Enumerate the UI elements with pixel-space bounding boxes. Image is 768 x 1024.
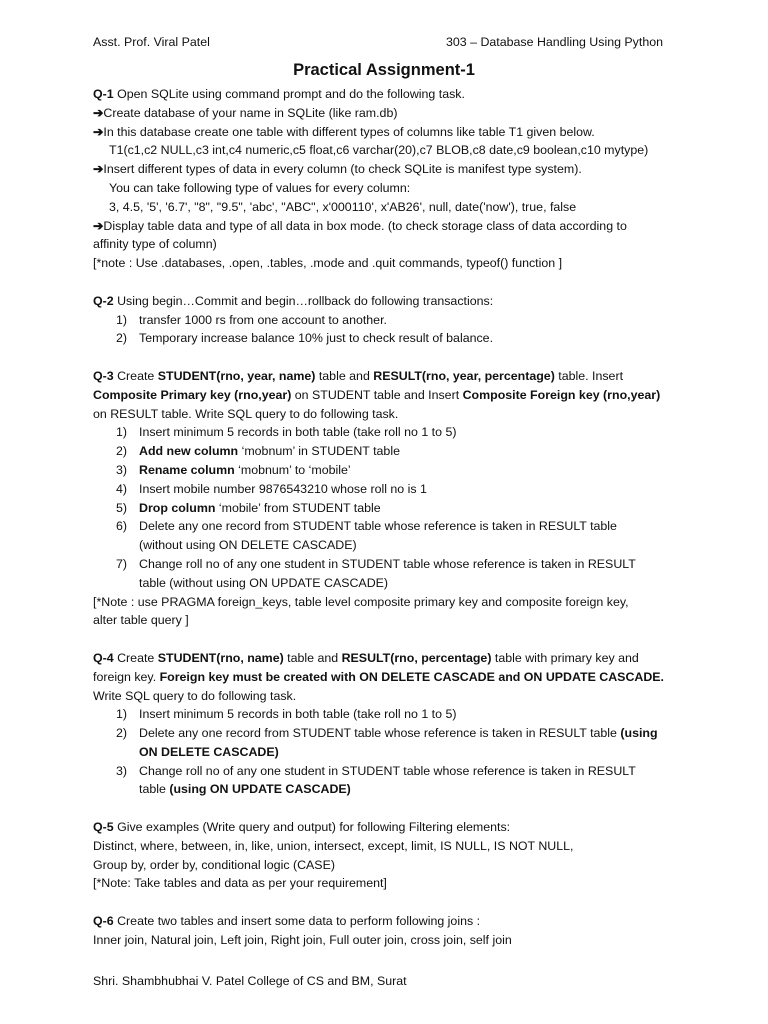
q2-label: Q-2 xyxy=(93,293,114,308)
q1-line-6: 3, 4.5, '5', '6.7', "8", "9.5", 'abc', "ABC", x'000110', x'AB26', null, date('now'), true, false xyxy=(109,199,577,214)
list-item: 2) Add new column ‘mobnum’ in STUDENT table xyxy=(116,444,400,459)
q5-label: Q-5 xyxy=(93,820,114,835)
q6-label: Q-6 xyxy=(93,914,114,929)
header-author: Asst. Prof. Viral Patel xyxy=(93,35,210,49)
question-2 xyxy=(93,292,683,348)
q1-note: [*note : Use .databases, .open, .tables, .mode and .quit commands, typeof() function ] xyxy=(93,256,563,271)
arrow-icon: ➔ xyxy=(93,105,104,120)
q3-label: Q-3 xyxy=(93,368,114,383)
list-item: 3) Rename column ‘mobnum’ to ‘mobile’ xyxy=(116,462,351,477)
q1-line-1: Create database of your name in SQLite (like ram.db) xyxy=(103,105,398,120)
q1-label: Q-1 xyxy=(93,87,114,101)
question-6: Q-6 Create two tables and insert some data to perform following joins : Inner join, Natural join, Left join, Right join, Full outer join, cross join, self join xyxy=(93,914,512,947)
q5-note: [*Note: Take tables and data as per your requirement] xyxy=(93,876,387,891)
header-course: 303 – Database Handling Using Python xyxy=(446,35,663,49)
list-item: 1) Insert minimum 5 records in both table (take roll no 1 to 5) xyxy=(116,707,457,722)
q2-intro: Using begin…Commit and begin…rollback do following transactions: xyxy=(113,293,494,308)
arrow-icon: ➔ xyxy=(93,218,104,233)
assignment-body xyxy=(93,85,683,950)
arrow-icon: ➔ xyxy=(93,124,104,139)
question-3: Q-3 Create STUDENT(rno, year, name) table and RESULT(rno, year, percentage) table. Insert Composite Primary key (rno,year) on STUDENT table and Insert Composite Foreign key (rno,year) on RESULT table. Write SQL query to do following task. 1) Insert minimum 5 records in both table (take roll no 1 to 5) 2) Add new column ‘mobnum’ in STUDENT table 3) Rename column ‘mobnum’ to ‘mobile’ 4) Insert mobile number 9876543210 whose roll no is 1 5) Drop column ‘mobile’ from STUDENT table 6) Delete any one record from STUDENT table whose reference is taken in RESULT table (without using ON DELETE CASCADE) 7) Change roll no of any one student in STUDENT table whose reference is taken in RESULT table (without using ON UPDATE CASCADE) [*Note : use PRAGMA foreign_keys, table level composite primary key and composite foreign key, alter table query ] xyxy=(93,367,683,630)
page-title: Practical Assignment-1 xyxy=(293,61,475,79)
q1-intro: Open SQLite using command prompt and do the following task. xyxy=(113,87,465,101)
list-item: 4) Insert mobile number 9876543210 whose roll no is 1 xyxy=(116,481,427,496)
q1-line-7: Display table data and type of all data in box mode. (to check storage class of data according to xyxy=(103,218,627,233)
q3-note: [*Note : use PRAGMA foreign_keys, table level composite primary key and composite foreign key, xyxy=(93,594,629,609)
q1-line-3: T1(c1,c2 NULL,c3 int,c4 numeric,c5 float,c6 varchar(20),c7 BLOB,c8 date,c9 boolean,c10 mytype) xyxy=(109,143,649,158)
q1-line-8: affinity type of column) xyxy=(93,237,217,252)
question-5: Q-5 Give examples (Write query and output) for following Filtering elements: Distinct, where, between, in, like, union, intersect, except, limit, IS NULL, IS NOT NULL, Group by, order by, conditional logic (CASE) [*Note: Take tables and data as per your requirement] xyxy=(93,818,683,893)
list-item: 7) Change roll no of any one student in STUDENT table whose reference is taken in RESULT table (without using ON UPDATE CASCADE) xyxy=(116,556,636,590)
list-item: 6) Delete any one record from STUDENT table whose reference is taken in RESULT table (without using ON DELETE CASCADE) xyxy=(116,519,617,553)
question-1 xyxy=(93,85,683,273)
list-item: 2) Delete any one record from STUDENT table whose reference is taken in RESULT table (using ON DELETE CASCADE) xyxy=(116,726,658,759)
list-item: 3) Change roll no of any one student in STUDENT table whose reference is taken in RESULT table (using ON UPDATE CASCADE) xyxy=(116,763,636,797)
footer-college: Shri. Shambhubhai V. Patel College of CS and BM, Surat xyxy=(93,974,407,988)
q1-line-4: Insert different types of data in every column (to check SQLite is manifest type system). xyxy=(103,162,582,177)
q4-label: Q-4 xyxy=(93,650,114,665)
q1-line-2: In this database create one table with different types of columns like table T1 given below. xyxy=(103,124,595,139)
list-item: 1) transfer 1000 rs from one account to another. xyxy=(116,312,387,327)
list-item: 5) Drop column ‘mobile’ from STUDENT table xyxy=(116,500,381,515)
question-4: Q-4 Create STUDENT(rno, name) table and RESULT(rno, percentage) table with primary key and foreign key. Foreign key must be created with ON DELETE CASCADE and ON UPDATE CASCADE. Write SQL query to do following task. 1) Insert minimum 5 records in both table (take roll no 1 to 5) 2) Delete any one record from STUDENT table whose reference is taken in RESULT table (using ON DELETE CASCADE) 3) Change roll no of any one student in STUDENT table whose reference is taken in RESULT table (using ON UPDATE CASCADE) xyxy=(93,649,683,799)
arrow-icon: ➔ xyxy=(93,162,104,177)
list-item: 2) Temporary increase balance 10% just to check result of balance. xyxy=(116,331,494,346)
q1-line-5: You can take following type of values for every column: xyxy=(109,180,411,195)
list-item: 1) Insert minimum 5 records in both table (take roll no 1 to 5) xyxy=(116,425,457,440)
